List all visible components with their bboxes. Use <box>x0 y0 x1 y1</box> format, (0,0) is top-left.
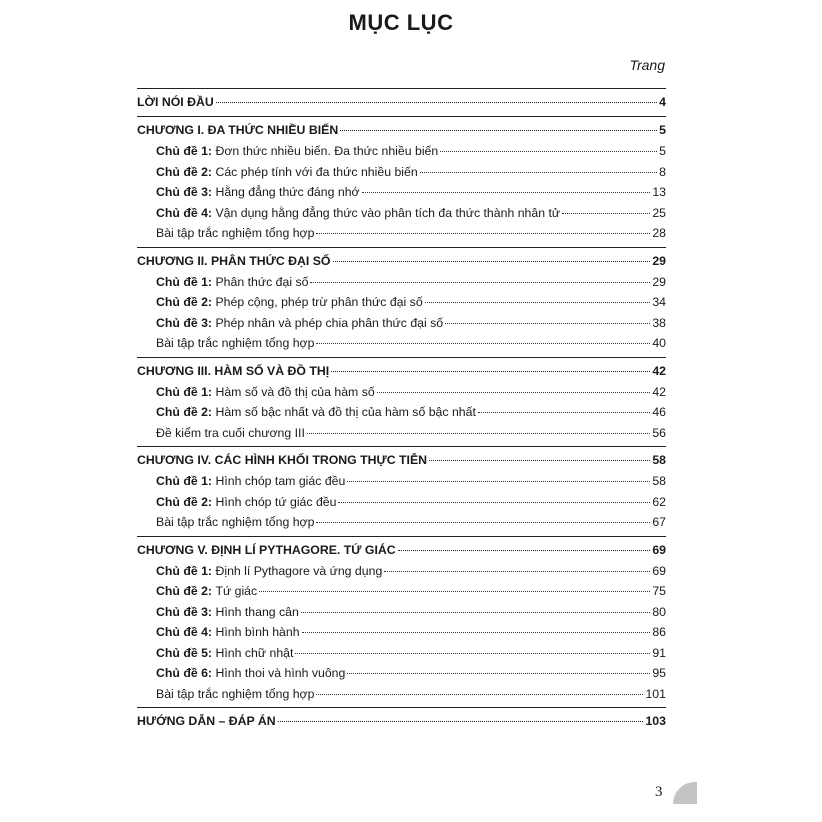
toc-entry-page: 38 <box>652 315 666 330</box>
toc-chapter-heading[interactable] <box>137 250 666 272</box>
toc-entry-title: LỜI NÓI ĐẦU <box>137 95 214 109</box>
dot-leader <box>331 371 650 372</box>
toc-entry-label: Chủ đề 1: <box>156 474 213 488</box>
dot-leader <box>316 233 650 234</box>
dot-leader <box>562 213 650 214</box>
toc-entry-title: Hình chóp tam giác đều <box>215 474 346 488</box>
toc-entry-page: 101 <box>645 686 666 701</box>
toc-entry[interactable] <box>137 272 666 293</box>
toc-entry-title: Đơn thức nhiều biến. Đa thức nhiều biến <box>215 144 439 158</box>
dot-leader <box>316 694 643 695</box>
dot-leader <box>398 550 651 551</box>
dot-leader <box>316 343 650 344</box>
toc-entry[interactable] <box>137 162 666 183</box>
toc-entry-label: Chủ đề 5: <box>156 645 213 660</box>
toc-entry-label: Chủ đề 4: <box>156 625 213 639</box>
dot-leader <box>316 522 650 523</box>
toc-entry[interactable] <box>137 141 666 162</box>
toc-entry-page: 62 <box>652 494 666 509</box>
toc-entry-title: Hình bình hành <box>215 625 300 639</box>
toc-entry-page: 42 <box>652 363 666 378</box>
toc-entry-page: 5 <box>659 123 666 137</box>
toc-entry-page: 29 <box>652 253 666 268</box>
toc-entry[interactable] <box>137 292 666 313</box>
toc-entry-label: Chủ đề 3: <box>156 315 213 330</box>
toc-section-intro <box>137 88 666 116</box>
page-number: 3 <box>655 784 663 800</box>
toc-chapter <box>137 116 666 247</box>
toc-entry[interactable] <box>137 663 666 684</box>
toc-entry[interactable] <box>137 313 666 334</box>
toc-entry[interactable] <box>137 402 666 423</box>
toc-entry-label: Chủ đề 2: <box>156 405 213 419</box>
toc-entry-page: 13 <box>652 185 666 199</box>
toc-entry-page: 103 <box>645 714 666 728</box>
page-column-label: Trang <box>629 57 665 73</box>
toc-entry-page: 8 <box>659 164 666 179</box>
dot-leader <box>478 412 650 413</box>
toc-entry-page: 67 <box>652 515 666 529</box>
toc-chapter-heading[interactable] <box>137 449 666 471</box>
toc-entry[interactable] <box>137 492 666 513</box>
toc-entry[interactable] <box>137 602 666 623</box>
toc-entry-title: CHƯƠNG IV. CÁC HÌNH KHỐI TRONG THỰC TIỄN <box>137 453 428 467</box>
toc-entry-title: Các phép tính với đa thức nhiều biến <box>215 164 418 179</box>
toc-section-answers <box>137 707 666 735</box>
toc-entry-page: 29 <box>652 274 666 289</box>
dot-leader <box>307 433 650 434</box>
toc-entry-title: Hàm số và đồ thị của hàm số <box>215 384 375 399</box>
toc-entry-label: Chủ đề 3: <box>156 604 213 619</box>
toc-entry-title: Hàm số bậc nhất và đồ thị của hàm số bậc nhất <box>215 405 476 419</box>
toc-entry-title: CHƯƠNG I. ĐA THỨC NHIỀU BIẾN <box>137 123 339 137</box>
toc-entry[interactable] <box>137 684 666 705</box>
dot-leader <box>440 151 657 152</box>
toc-entry[interactable] <box>137 382 666 403</box>
dot-leader <box>420 172 657 173</box>
toc-entry[interactable] <box>137 622 666 643</box>
toc-entry-page: 5 <box>659 144 666 158</box>
toc-entry-page: 58 <box>652 453 666 467</box>
dot-leader <box>445 323 650 324</box>
toc-chapter <box>137 536 666 708</box>
toc-entry-page: 28 <box>652 226 666 240</box>
dot-leader <box>302 632 651 633</box>
toc-entry-label: Chủ đề 2: <box>156 584 213 598</box>
dot-leader <box>310 282 650 283</box>
toc-entry-answers[interactable] <box>137 710 666 732</box>
toc-chapter-heading[interactable] <box>137 360 666 382</box>
dot-leader <box>347 481 650 482</box>
toc-entry[interactable] <box>137 333 666 354</box>
toc-entry-label: Chủ đề 2: <box>156 494 213 509</box>
toc-entry-title: CHƯƠNG V. ĐỊNH LÍ PYTHAGORE. TỨ GIÁC <box>137 542 396 557</box>
toc-entry-title: HƯỚNG DẪN – ĐÁP ÁN <box>137 714 276 728</box>
toc-entry-label: Chủ đề 2: <box>156 164 213 179</box>
toc-entry-title: Tứ giác <box>215 584 258 598</box>
toc-entry-page: 46 <box>652 405 666 419</box>
dot-leader <box>377 392 651 393</box>
toc-entry-title: Định lí Pythagore và ứng dụng <box>215 563 383 578</box>
toc-entry-label: Chủ đề 3: <box>156 185 213 199</box>
toc-entry-label: Chủ đề 1: <box>156 274 213 289</box>
toc-entry-page: 80 <box>652 604 666 619</box>
toc-entry[interactable] <box>137 561 666 582</box>
toc-entry-page: 42 <box>652 384 666 399</box>
toc-chapter <box>137 446 666 536</box>
dot-leader <box>301 612 650 613</box>
toc-entry[interactable] <box>137 203 666 224</box>
toc-entry-title: Đề kiểm tra cuối chương III <box>156 425 305 440</box>
toc-entry-label: Chủ đề 2: <box>156 295 213 309</box>
dot-leader <box>362 192 651 193</box>
toc-entry-title: Hình thang cân <box>215 604 299 619</box>
toc-entry-label: Chủ đề 4: <box>156 205 213 220</box>
toc-entry-title: Bài tập trắc nghiệm tổng hợp <box>156 226 315 240</box>
toc-entry-title: Hình chóp tứ giác đều <box>215 494 337 509</box>
toc-entry-page: 69 <box>652 563 666 578</box>
toc-entry-title: Bài tập trắc nghiệm tổng hợp <box>156 336 315 350</box>
toc-entry-title: Bài tập trắc nghiệm tổng hợp <box>156 515 315 529</box>
dot-leader <box>429 460 650 461</box>
chapter-list <box>137 116 666 707</box>
toc-entry[interactable] <box>137 512 666 533</box>
toc-entry[interactable] <box>137 471 666 492</box>
toc-chapter <box>137 247 666 357</box>
toc-entry[interactable] <box>137 581 666 602</box>
toc-chapter-heading[interactable] <box>137 119 666 141</box>
toc-entry-label: Chủ đề 1: <box>156 563 213 578</box>
toc-entry-title: CHƯƠNG III. HÀM SỐ VÀ ĐỒ THỊ <box>137 363 330 378</box>
toc-entry-title: Phân thức đại số <box>215 274 309 289</box>
toc-entry-page: 58 <box>652 474 666 488</box>
toc-entry-page: 86 <box>652 625 666 639</box>
toc-entry[interactable] <box>137 182 666 203</box>
toc-entry-title: Phép cộng, phép trừ phân thức đại số <box>215 295 423 309</box>
toc-entry-page: 4 <box>659 95 666 109</box>
toc-entry-intro[interactable] <box>137 91 666 113</box>
toc-entry-title: Bài tập trắc nghiệm tổng hợp <box>156 686 315 701</box>
toc-entry-page: 34 <box>652 295 666 309</box>
page-corner-decoration <box>673 782 697 804</box>
toc-entry-title: Hằng đẳng thức đáng nhớ <box>215 185 360 199</box>
toc-entry-page: 56 <box>652 425 666 440</box>
toc-entry[interactable] <box>137 223 666 244</box>
page-title: MỤC LỤC <box>348 10 454 35</box>
dot-leader <box>216 102 657 103</box>
toc-entry-title: Hình chữ nhật <box>215 645 294 660</box>
dot-leader <box>340 130 657 131</box>
toc-entry[interactable] <box>137 643 666 664</box>
dot-leader <box>425 302 651 303</box>
toc-entry-page: 25 <box>652 205 666 220</box>
toc-chapter <box>137 357 666 447</box>
toc-entry[interactable] <box>137 423 666 444</box>
toc-entry-title: Vận dụng hằng đẳng thức vào phân tích đa thức thành nhân tử <box>215 205 561 220</box>
toc-entry-label: Chủ đề 6: <box>156 666 213 680</box>
toc-entry-label: Chủ đề 1: <box>156 144 213 158</box>
dot-leader <box>347 673 650 674</box>
dot-leader <box>259 591 650 592</box>
dot-leader <box>333 261 651 262</box>
toc-entry-page: 75 <box>652 584 666 598</box>
toc-entry-title: Phép nhân và phép chia phân thức đại số <box>215 315 444 330</box>
toc-entry-page: 95 <box>652 666 666 680</box>
dot-leader <box>278 721 644 722</box>
toc-entry-label: Chủ đề 1: <box>156 384 213 399</box>
toc-entry-title: CHƯƠNG II. PHÂN THỨC ĐẠI SỐ <box>137 253 331 268</box>
toc-entry-page: 91 <box>652 645 666 660</box>
toc-entry-page: 69 <box>652 542 666 557</box>
toc-entry-page: 40 <box>652 336 666 350</box>
toc-chapter-heading[interactable] <box>137 539 666 561</box>
dot-leader <box>384 571 650 572</box>
toc-entry-title: Hình thoi và hình vuông <box>215 666 346 680</box>
dot-leader <box>295 653 650 654</box>
dot-leader <box>338 502 650 503</box>
table-of-contents <box>137 88 666 735</box>
